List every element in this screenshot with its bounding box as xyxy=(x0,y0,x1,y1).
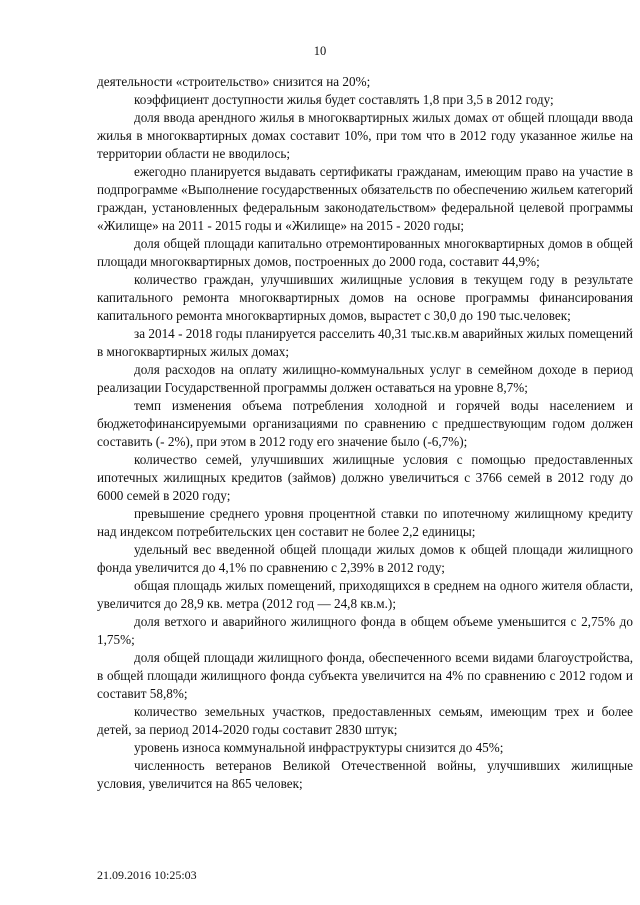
paragraph-13: общая площадь жилых помещений, приходящихся в среднем на одного жителя области, увеличится до 28,9 кв. метра (2012 год — 24,8 кв.м.); xyxy=(97,578,633,611)
paragraph-11: превышение среднего уровня процентной ставки по ипотечному жилищному кредиту над индексом потребительских цен составит не более 2,2 единицы; xyxy=(97,506,633,539)
paragraph-18: численность ветеранов Великой Отечественной войны, улучшивших жилищные условия, увеличится на 865 человек; xyxy=(97,758,633,791)
paragraph-3: доля ввода арендного жилья в многоквартирных жилых домах от общей площади ввода жилья в многоквартирных домах составит 10%, при том что в 2012 году указанное жилье на территории области не вводилось; xyxy=(97,110,633,161)
paragraph-8: доля расходов на оплату жилищно-коммунальных услуг в семейном доходе в период реализации Государственной программы должен оставаться на уровне 8,7%; xyxy=(97,362,633,395)
footer-timestamp: 21.09.2016 10:25:03 xyxy=(97,868,197,882)
page-number: 10 xyxy=(313,44,327,58)
paragraph-17: уровень износа коммунальной инфраструктуры снизится до 45%; xyxy=(134,740,504,755)
paragraph-16: количество земельных участков, предоставленных семьям, имеющим трех и более детей, за период 2014-2020 годы составит 2830 штук; xyxy=(97,704,633,737)
paragraph-7: за 2014 - 2018 годы планируется расселить 40,31 тыс.кв.м аварийных жилых помещений в многоквартирных жилых домах; xyxy=(97,326,633,359)
paragraph-9: темп изменения объема потребления холодной и горячей воды населением и бюджетофинансируемыми организациями по сравнению с предшествующим годом должен составить (- 2%), при этом в 2012 году его значение было (-6,7%); xyxy=(97,398,633,449)
paragraph-2: коэффициент доступности жилья будет составлять 1,8 при 3,5 в 2012 году; xyxy=(134,92,554,107)
paragraph-6: количество граждан, улучшивших жилищные условия в текущем году в результате капитального ремонта многоквартирных домов на основе программы финансирования капитального ремонта многоквартирных домов, вырастет с 30,0 до 190 тыс.человек; xyxy=(97,272,633,323)
paragraph-10: количество семей, улучшивших жилищные условия с помощью предоставленных ипотечных жилищных кредитов (займов) должно увеличиться с 3766 семей в 2012 году до 6000 семей в 2020 году; xyxy=(97,452,633,503)
paragraph-4: ежегодно планируется выдавать сертификаты гражданам, имеющим право на участие в подпрограмме «Выполнение государственных обязательств по обеспечению жильем категорий граждан, установленных федеральным законодательством» федеральной целевой программы «Жилище» на 2011 - 2015 годы и «Жилище» на 2015 - 2020 годы; xyxy=(97,164,633,233)
document-body xyxy=(97,73,633,793)
paragraph-14: доля ветхого и аварийного жилищного фонда в общем объеме уменьшится с 2,75% до 1,75%; xyxy=(97,614,633,647)
paragraph-12: удельный вес введенной общей площади жилых домов к общей площади жилищного фонда увеличится до 4,1% по сравнению с 2,39% в 2012 году; xyxy=(97,542,633,575)
paragraph-5: доля общей площади капитально отремонтированных многоквартирных домов в общей площади многоквартирных домов, построенных до 2000 года, составит 44,9%; xyxy=(97,236,633,269)
paragraph-1: деятельности «строительство» снизится на 20%; xyxy=(97,74,371,89)
paragraph-15: доля общей площади жилищного фонда, обеспеченного всеми видами благоустройства, в общей площади жилищного фонда субъекта увеличится на 4% по сравнению с 2012 годом и составит 58,8%; xyxy=(97,650,633,701)
